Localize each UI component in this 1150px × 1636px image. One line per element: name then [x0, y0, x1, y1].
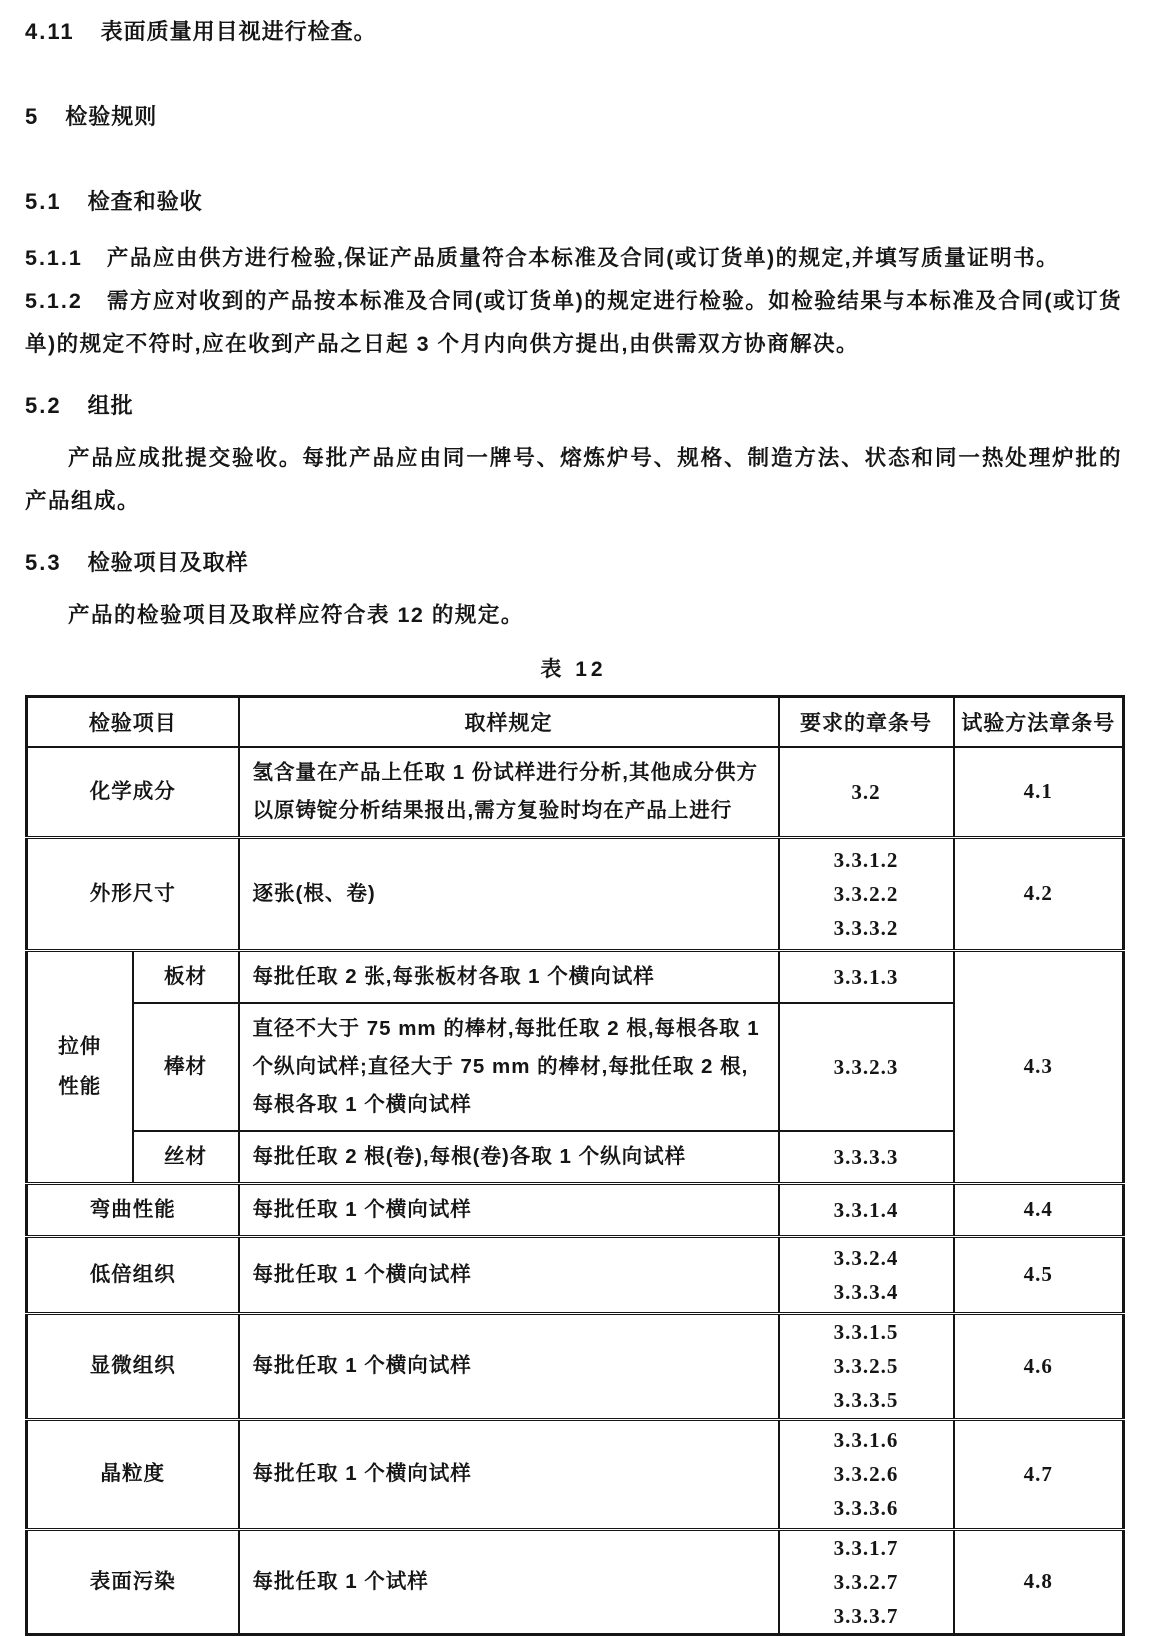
- clause-number: 5.1.2: [25, 289, 83, 313]
- section-number: 5.3: [25, 550, 62, 575]
- cell-sampling-rule: 每批任取 1 个横向试样: [239, 1313, 779, 1419]
- cell-inspection-item: 晶粒度: [27, 1419, 239, 1529]
- section-title: 检查和验收: [87, 189, 203, 214]
- cell-requirement-clause: [779, 1003, 954, 1131]
- cell-sub-item: 板材: [133, 950, 239, 1003]
- cell-requirement-clause: [779, 747, 954, 838]
- cell-sampling-rule: 每批任取 1 个横向试样: [239, 1236, 779, 1313]
- cell-inspection-item: 化学成分: [27, 747, 239, 838]
- cell-requirement-clause: [779, 1529, 954, 1634]
- table-row-dimensions: [27, 837, 1124, 950]
- cell-sampling-rule: 直径不大于 75 mm 的棒材,每批任取 2 根,每根各取 1 个纵向试样;直径大于 75 mm 的棒材,每批任取 2 根,每根各取 1 个横向试样: [239, 1003, 779, 1131]
- paragraph-5-2-body: 产品应成批提交验收。每批产品应由同一牌号、熔炼炉号、规格、制造方法、状态和同一热处理炉批的产品组成。: [25, 446, 1122, 513]
- cell-requirement-clause: [779, 1419, 954, 1529]
- section-title: 检验项目及取样: [87, 550, 249, 575]
- column-header-requirement-clause: 要求的章条号: [779, 697, 954, 747]
- cell-requirement-clause: [779, 1236, 954, 1313]
- clause-ref: 3.3.1.6: [833, 1428, 899, 1452]
- table-row-bending: [27, 1183, 1124, 1236]
- cell-test-method-clause: 4.1: [954, 747, 1124, 838]
- clause-ref: 3.3.1.4: [833, 1197, 899, 1222]
- cell-test-method-clause: 4.4: [954, 1183, 1124, 1236]
- section-title: 检验规则: [65, 104, 158, 129]
- cell-sub-item: 棒材: [133, 1003, 239, 1131]
- table-row-macrostructure: [27, 1236, 1124, 1313]
- clause-ref: 3.3.2.2: [833, 881, 899, 906]
- cell-requirement-clause: [779, 1313, 954, 1419]
- section-title: 组批: [87, 393, 134, 418]
- cell-sampling-rule: 每批任取 2 根(卷),每根(卷)各取 1 个纵向试样: [239, 1131, 779, 1184]
- clause-text: 产品应由供方进行检验,保证产品质量符合本标准及合同(或订货单)的规定,并填写质量证明书。: [106, 246, 1060, 270]
- table-row-chemical-composition: [27, 747, 1124, 838]
- cell-inspection-item: 外形尺寸: [27, 837, 239, 950]
- clause-ref: 3.3.3.7: [833, 1603, 899, 1628]
- column-header-test-method-clause: 试验方法章条号: [954, 697, 1124, 747]
- clause-number: 5.1.1: [25, 246, 83, 270]
- clause-ref: 3.3.3.3: [833, 1144, 899, 1169]
- clause-number: 4.11: [25, 19, 75, 44]
- paragraph-5-3-body: 产品的检验项目及取样应符合表 12 的规定。: [68, 603, 524, 627]
- clause-ref: 3.3.3.5: [833, 1388, 899, 1412]
- section-5-2-heading: [25, 384, 1122, 427]
- cell-inspection-item: 弯曲性能: [27, 1183, 239, 1236]
- cell-sampling-rule: 每批任取 1 个横向试样: [239, 1183, 779, 1236]
- cell-test-method-clause: 4.6: [954, 1313, 1124, 1419]
- clause-text: 需方应对收到的产品按本标准及合同(或订货单)的规定进行检验。如检验结果与本标准及合同(或订货单)的规定不符时,应在收到产品之日起 3 个月内向供方提出,由供需双方协商解决。: [25, 289, 1122, 356]
- clause-ref: 3.3.2.3: [833, 1054, 899, 1079]
- clause-ref: 3.3.1.7: [833, 1535, 899, 1560]
- table-row-grain-size: [27, 1419, 1124, 1529]
- section-number: 5.2: [25, 393, 62, 418]
- cell-requirement-clause: [779, 837, 954, 950]
- section-5-heading: [25, 95, 1122, 138]
- column-header-inspection-item: 检验项目: [27, 697, 239, 747]
- clause-ref: 3.3.3.2: [833, 915, 899, 940]
- cell-inspection-item: 低倍组织: [27, 1236, 239, 1313]
- cell-test-method-clause: 4.3: [954, 950, 1124, 1183]
- cell-group-tensile-properties: [27, 950, 133, 1183]
- clause-ref: 3.3.2.5: [833, 1354, 899, 1378]
- cell-sampling-rule: 每批任取 1 个试样: [239, 1529, 779, 1634]
- table-row-surface-contamination: [27, 1529, 1124, 1634]
- clause-ref: 3.3.1.5: [833, 1320, 899, 1344]
- clause-4-11: [25, 10, 1122, 53]
- cell-sampling-rule: 逐张(根、卷): [239, 837, 779, 950]
- cell-test-method-clause: 4.2: [954, 837, 1124, 950]
- section-5-3-heading: [25, 541, 1122, 584]
- cell-inspection-item: 显微组织: [27, 1313, 239, 1419]
- paragraph-5-1-2: [25, 280, 1122, 366]
- column-header-sampling-rule: 取样规定: [239, 697, 779, 747]
- clause-ref: 3.3.3.4: [833, 1279, 899, 1304]
- clause-ref: 3.3.2.4: [833, 1245, 899, 1270]
- cell-test-method-clause: 4.7: [954, 1419, 1124, 1529]
- clause-ref: 3.3.1.3: [833, 964, 899, 989]
- clause-ref: 3.3.3.6: [833, 1496, 899, 1520]
- cell-sampling-rule: 每批任取 1 个横向试样: [239, 1419, 779, 1529]
- table-12: [25, 695, 1125, 1636]
- cell-requirement-clause: [779, 950, 954, 1003]
- cell-sampling-rule: 每批任取 2 张,每张板材各取 1 个横向试样: [239, 950, 779, 1003]
- group-label: 拉伸性能: [58, 1034, 102, 1098]
- section-number: 5.1: [25, 189, 62, 214]
- table-row-microstructure: [27, 1313, 1124, 1419]
- cell-test-method-clause: 4.5: [954, 1236, 1124, 1313]
- clause-ref: 3.2: [851, 779, 881, 804]
- cell-sub-item: 丝材: [133, 1131, 239, 1184]
- cell-test-method-clause: 4.8: [954, 1529, 1124, 1634]
- section-5-1-heading: [25, 180, 1122, 223]
- clause-ref: 3.3.2.7: [833, 1569, 899, 1594]
- cell-requirement-clause: [779, 1183, 954, 1236]
- cell-sampling-rule: 氢含量在产品上任取 1 份试样进行分析,其他成分供方以原铸锭分析结果报出,需方复验时均在产品上进行: [239, 747, 779, 838]
- cell-requirement-clause: [779, 1131, 954, 1184]
- paragraph-5-1-1: [25, 237, 1122, 280]
- table-row-tensile-sheet: [27, 950, 1124, 1003]
- clause-ref: 3.3.2.6: [833, 1462, 899, 1486]
- table-12-title: 表 12: [540, 658, 607, 681]
- cell-inspection-item: 表面污染: [27, 1529, 239, 1634]
- section-number: 5: [25, 104, 40, 129]
- clause-text: 表面质量用目视进行检查。: [100, 19, 377, 44]
- table-header-row: [27, 697, 1124, 747]
- clause-ref: 3.3.1.2: [833, 847, 899, 872]
